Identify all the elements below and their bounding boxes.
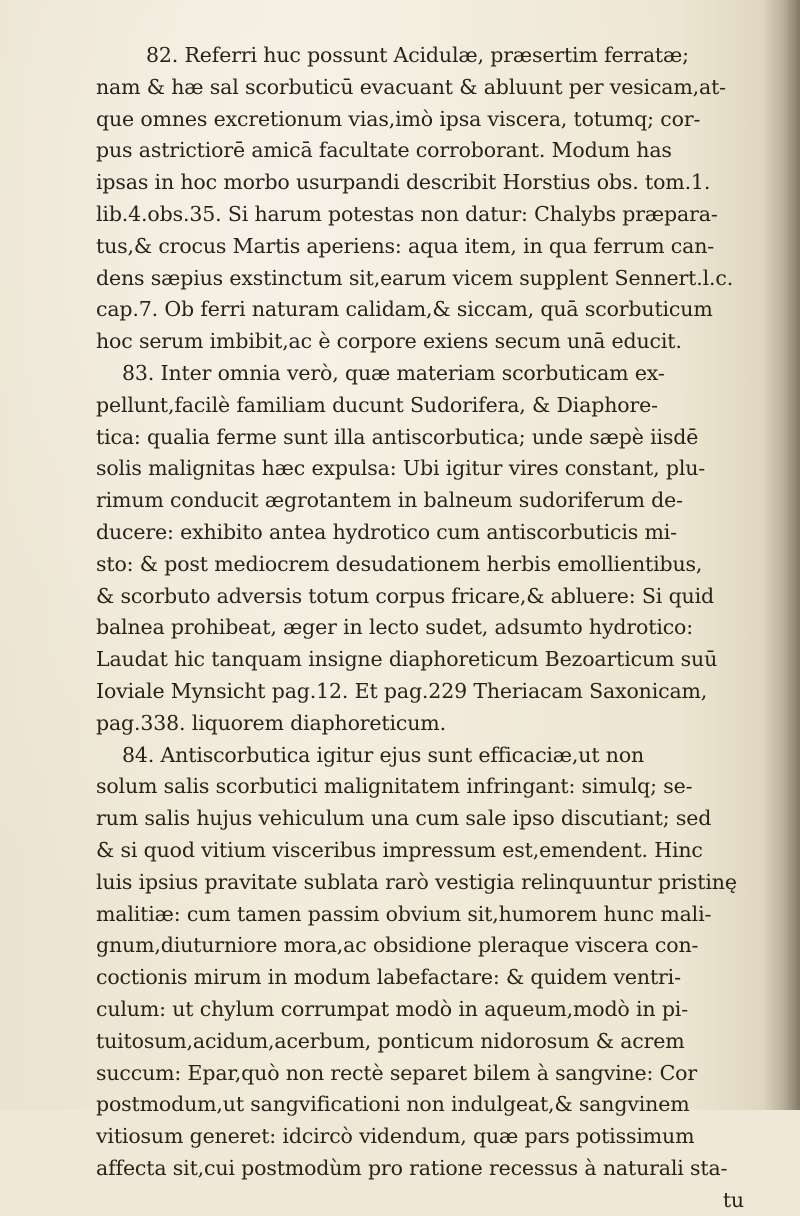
text-line: Ioviale Mynsicht pag.12. Et pag.229 Theriacam Saxonicam, bbox=[96, 678, 708, 703]
text-line: affecta sit,cui postmodùm pro ratione recessus à naturali sta- bbox=[96, 1155, 728, 1180]
text-line: cap.7. Ob ferri naturam calidam,& siccam, quā scorbuticum bbox=[96, 297, 713, 322]
text-line: tuitosum,acidum,acerbum, ponticum nidorosum & acrem bbox=[96, 1028, 685, 1053]
text-line: succum: Epar,quò non rectè separet bilem à sangvine: Cor bbox=[96, 1060, 698, 1085]
text-line: tica: qualia ferme sunt illa antiscorbutica; unde sæpè iisdē bbox=[96, 424, 699, 449]
text-line: dens sæpius exstinctum sit,earum vicem supplent Sennert.l.c. bbox=[96, 265, 734, 290]
text-line: pellunt,facilè familiam ducunt Sudorifera, & Diaphore- bbox=[96, 392, 658, 417]
text-line: rimum conducit ægrotantem in balneum sudoriferum de- bbox=[96, 488, 683, 513]
text-line: postmodum,ut sangvificationi non indulgeat,& sangvinem bbox=[96, 1092, 690, 1117]
text-line: malitiæ: cum tamen passim obvium sit,humorem hunc mali- bbox=[96, 901, 712, 926]
text-line: nam & hæ sal scorbuticū evacuant & abluunt per vesicam,at- bbox=[96, 74, 726, 99]
text-line: 83. Inter omnia verò, quæ materiam scorbuticam ex- bbox=[122, 360, 665, 385]
text-line: lib.4.obs.35. Si harum potestas non datur: Chalybs præpara- bbox=[96, 201, 718, 226]
text-line: 82. Referri huc possunt Acidulæ, præsertim ferratæ; bbox=[146, 43, 689, 67]
text-line: 84. Antiscorbutica igitur ejus sunt efficaciæ,ut non bbox=[122, 742, 645, 767]
text-line: ipsas in hoc morbo usurpandi describit Horstius obs. tom.1. bbox=[96, 170, 711, 195]
text-line: coctionis mirum in modum labefactare: & quidem ventri- bbox=[96, 965, 681, 990]
text-line: tus,& crocus Martis aperiens: aqua item, in qua ferrum can- bbox=[96, 233, 715, 258]
text-line: solis malignitas hæc expulsa: Ubi igitur vires constant, plu- bbox=[96, 456, 706, 481]
text-line: pus astrictiorē amicā facultate corroborant. Modum has bbox=[96, 138, 672, 163]
text-line: ducere: exhibito antea hydrotico cum antiscorbuticis mi- bbox=[96, 519, 677, 544]
text-line: vitiosum generet: idcircò videndum, quæ pars potissimum bbox=[96, 1124, 695, 1149]
text-line: & si quod vitium visceribus impressum est,emendent. Hinc bbox=[96, 837, 703, 862]
text-line: sto: & post mediocrem desudationem herbis emollientibus, bbox=[96, 551, 703, 576]
text-line: balnea prohibeat, æger in lecto sudet, adsumto hydrotico: bbox=[96, 615, 694, 640]
text-block bbox=[96, 40, 784, 1216]
catchword: tu bbox=[722, 1187, 744, 1212]
text-line: rum salis hujus vehiculum una cum sale ipso discutiant; sed bbox=[96, 806, 712, 831]
text-line: Laudat hic tanquam insigne diaphoreticum Bezoarticum suū bbox=[96, 647, 718, 672]
text-line: que omnes excretionum vias,imò ipsa viscera, totumq; cor- bbox=[96, 106, 701, 131]
text-line: & scorbuto adversis totum corpus fricare,& abluere: Si quid bbox=[96, 583, 714, 608]
text-line: hoc serum imbibit,ac è corpore exiens secum unā educit. bbox=[96, 329, 682, 354]
text-line: pag.338. liquorem diaphoreticum. bbox=[96, 710, 446, 735]
text-line: gnum,diuturniore mora,ac obsidione pleraque viscera con- bbox=[96, 933, 699, 958]
text-line: culum: ut chylum corrumpat modò in aqueum,modò in pi- bbox=[96, 996, 688, 1021]
text-line: solum salis scorbutici malignitatem infringant: simulq; se- bbox=[96, 774, 693, 799]
text-line: luis ipsius pravitate sublata rarò vestigia relinquuntur pristinę bbox=[96, 869, 737, 894]
